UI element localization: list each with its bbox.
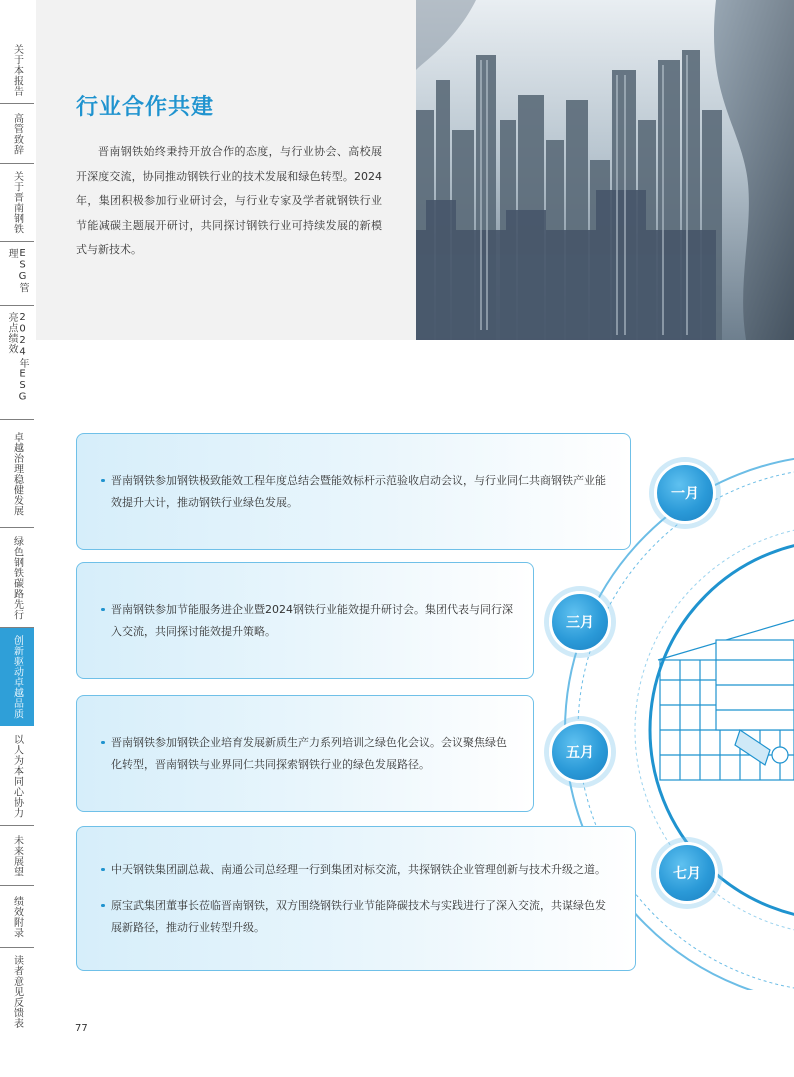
page-number: 77 <box>75 1023 88 1034</box>
chapter-sidebar <box>0 38 34 1036</box>
timeline-card-march <box>76 562 534 679</box>
month-badge-march: 三月 <box>549 591 611 653</box>
sidebar-item-governance[interactable]: 卓越治理稳健发展 <box>0 420 34 528</box>
sidebar-item-about-company[interactable]: 关于晋南钢铁 <box>0 164 34 242</box>
sidebar-item-executive-message[interactable]: 高管致辞 <box>0 104 34 164</box>
sidebar-item-about-report[interactable]: 关于本报告 <box>0 38 34 104</box>
timeline-bullet: 晋南钢铁参加钢铁极致能效工程年度总结会暨能效标杆示范验收启动会议，与行业同仁共商钢铁产业能效提升大计，推动钢铁行业绿色发展。 <box>101 470 610 514</box>
section-title: 行业合作共建 <box>76 95 215 120</box>
section-intro: 晋南钢铁始终秉持开放合作的态度，与行业协会、高校展开深度交流，协同推动钢铁行业的技术发展和绿色转型。2024年，集团积极参加行业研讨会，与行业专家及学者就钢铁行业节能减碳主题展开研讨，共同探讨钢铁行业可持续发展的新模式与新技术。 <box>76 145 382 257</box>
sidebar-item-people[interactable]: 以人为本同心协力 <box>0 726 34 826</box>
sidebar-item-appendix[interactable]: 绩效附录 <box>0 886 34 948</box>
timeline-bullet: 晋南钢铁参加节能服务进企业暨2024钢铁行业能效提升研讨会。集团代表与同行深入交流，共同探讨能效提升策略。 <box>101 599 513 643</box>
sidebar-item-esg-management[interactable]: ESG管理 <box>0 242 34 306</box>
timeline-card-july <box>76 826 636 971</box>
timeline-bullet: 晋南钢铁参加钢铁企业培育发展新质生产力系列培训之绿色化会议。会议聚焦绿色化转型，晋南钢铁与业界同仁共同探索钢铁行业的绿色发展路径。 <box>101 732 513 776</box>
sidebar-item-outlook[interactable]: 未来展望 <box>0 826 34 886</box>
sidebar-item-feedback[interactable]: 读者意见反馈表 <box>11 955 23 1029</box>
month-badge-january: 一月 <box>654 462 716 524</box>
sidebar-item-innovation[interactable]: 创新驱动卓越品质 <box>0 628 34 726</box>
sidebar-item-green-steel[interactable]: 绿色钢铁碳路先行 <box>0 528 34 628</box>
city-skyline-photo <box>416 0 794 340</box>
timeline-bullet: 原宝武集团董事长莅临晋南钢铁，双方围绕钢铁行业节能降碳技术与实践进行了深入交流，共谋绿色发展新路径，推动行业转型升级。 <box>101 895 615 939</box>
timeline-card-may <box>76 695 534 812</box>
timeline-card-january <box>76 433 631 550</box>
skyline-illustration <box>416 0 794 340</box>
month-badge-july: 七月 <box>656 842 718 904</box>
sidebar-item-esg-highlights[interactable]: 2024年ESG亮点绩效 <box>0 306 34 420</box>
timeline-bullet: 中天钢铁集团副总裁、南通公司总经理一行到集团对标交流，共探钢铁企业管理创新与技术升级之道。 <box>101 859 615 881</box>
month-badge-may: 五月 <box>549 721 611 783</box>
